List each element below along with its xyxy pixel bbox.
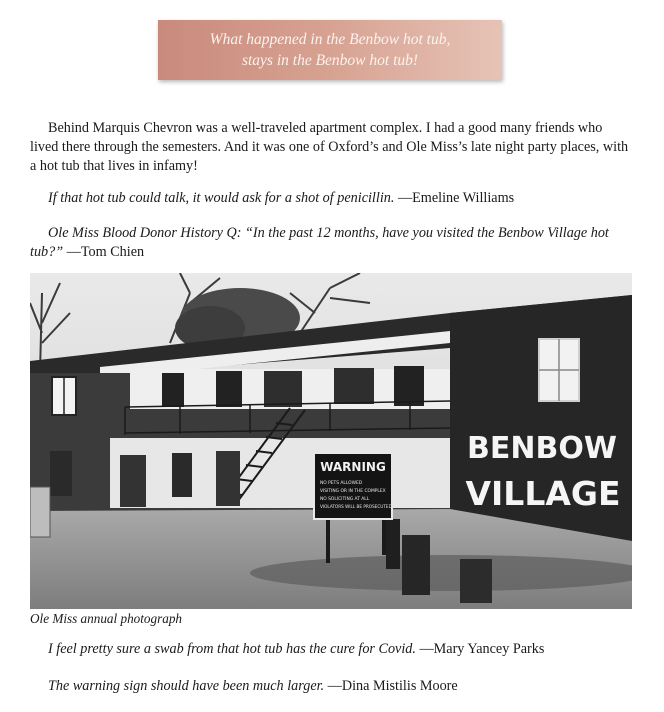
warning-sign-line-2: VISITING OR IN THE COMPLEX <box>320 489 386 494</box>
quote-3-author: —Mary Yancey Parks <box>415 641 545 657</box>
warning-sign-line-4: VIOLATORS WILL BE PROSECUTED <box>320 504 392 509</box>
quote-1-author: —Emeline Williams <box>394 190 515 206</box>
wall-sign-benbow: BENBOW <box>467 431 617 466</box>
banner-line-1: What happened in the Benbow hot tub, <box>209 31 451 48</box>
quote-4-text: The warning sign should have been much larger. <box>48 678 325 694</box>
quote-4 <box>48 677 458 696</box>
wall-sign-village: VILLAGE <box>465 474 621 513</box>
quote-3 <box>48 640 544 659</box>
warning-sign-line-1: NO PETS ALLOWED <box>320 481 363 486</box>
banner-line-2: stays in the Benbow hot tub! <box>241 52 419 69</box>
benbow-village-photo <box>30 273 632 609</box>
quote-1-text: If that hot tub could talk, it would ask for a shot of penicillin. <box>48 190 395 206</box>
intro-paragraph: Behind Marquis Chevron was a well-traveled apartment complex. I had a good many friends who lived there through the semesters. And it was one of Oxford’s and Ole Miss’s late night party places, with a hot tub that lives in infamy! <box>30 120 629 174</box>
warning-sign-title: WARNING <box>320 460 386 474</box>
photo-caption: Ole Miss annual photograph <box>30 611 183 626</box>
quote-2-author: —Tom Chien <box>63 244 145 260</box>
quote-2 <box>30 224 634 262</box>
quote-3-text: I feel pretty sure a swab from that hot tub has the cure for Covid. <box>48 641 416 657</box>
quote-1 <box>48 189 514 208</box>
quote-2-text: Ole Miss Blood Donor History Q: “In the past 12 months, have you visited the Benbow Village hot tub?” <box>30 225 609 260</box>
warning-sign-line-3: NO SOLICITING AT ALL <box>320 497 370 502</box>
quote-banner <box>158 20 502 80</box>
quote-4-author: —Dina Mistilis Moore <box>324 678 458 694</box>
